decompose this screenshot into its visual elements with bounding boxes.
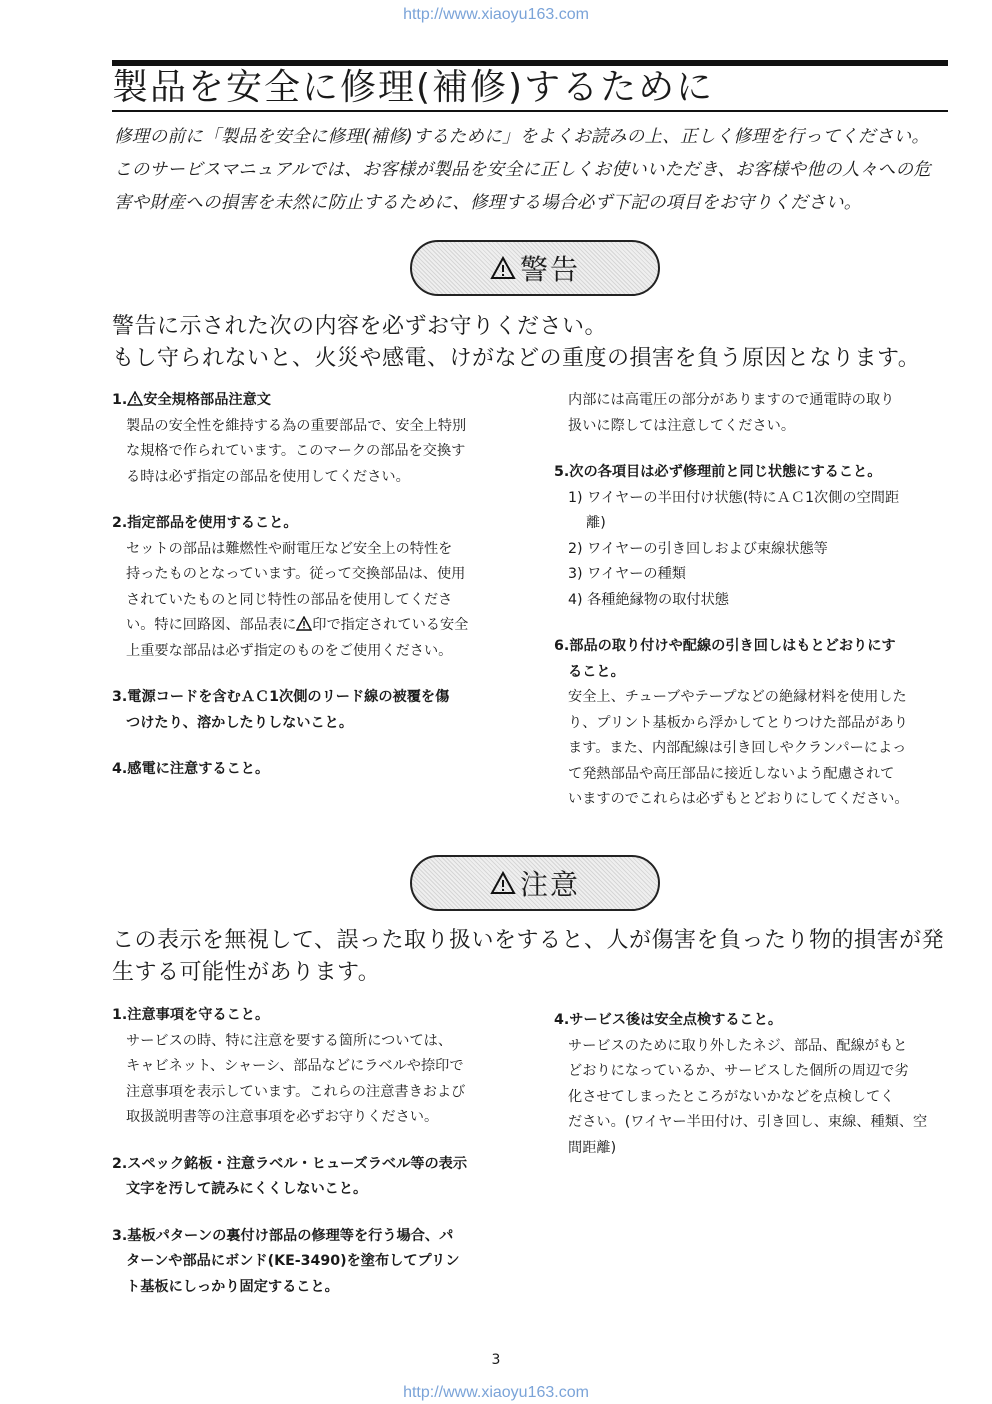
warning-item-6-body: て発熱部品や高圧部品に接近しないよう配慮されて [568,765,895,782]
warning-item-6-body: いますのでこれらは必ずもとどおりにしてください。 [568,791,909,807]
spacer [112,736,468,757]
caution-item-2-head: 2.スペック銘板・注意ラベル・ヒューズラベル等の表示 [112,1155,468,1172]
warning-item-6-head: 6.部品の取り付けや配線の引き回しはもとどおりにす [554,638,896,654]
warning-left-column [112,388,468,783]
warning-banner [410,240,660,296]
item-title: 安全規格部品注意文 [143,392,271,408]
warning-item-2-body: 持ったものとなっています。従って交換部品は、使用 [126,566,466,582]
item-number: 1. [112,392,128,408]
warning-item-4-body: 扱いに際しては注意してください。 [568,417,796,434]
page-number: 3 [491,1352,501,1368]
warning-triangle-icon [127,391,143,406]
warning-item-6-body: り、プリント基板から浮かしてとりつけた部品があり [568,714,908,731]
intro-line: 害や財産への損害を未然に防止するために、修理する場合必ず下記の項目をお守りください。 [114,193,862,213]
spacer [554,613,909,634]
warning-item-6-head-cont: ること。 [568,663,625,680]
warning-item-5-head: 5.次の各項目は必ず修理前と同じ状態にすること。 [554,464,882,480]
caution-banner [410,855,660,911]
caution-item-1-head: 1.注意事項を守ること。 [112,1007,270,1023]
spacer [112,490,468,511]
caution-item-4-head: 4.サービス後は安全点検すること。 [554,1012,783,1028]
warning-label: 警告 [519,253,580,286]
caution-item-3-head: 3.基板パターンの裏付け部品の修理等を行う場合、パ [112,1227,454,1244]
caution-right-column [554,1008,927,1161]
warning-item-1-body: る時は必ず指定の部品を使用してください。 [126,468,410,485]
caution-item-1-body: 注意事項を表示しています。これらの注意書きおよび [126,1083,466,1100]
caution-item-3-head-cont: ト基板にしっかり固定すること。 [126,1278,339,1295]
caution-item-1-body: キャビネット、シャーシ、部品などにラベルや捺印で [126,1058,464,1074]
title-bottom-rule [112,110,948,112]
warning-triangle-icon [490,871,516,895]
caution-item-1-body: サービスの時、特に注意を要する箇所については、 [126,1032,453,1049]
warning-lead-line: 警告に示された次の内容を必ずお守りください。 [112,314,608,339]
caution-label: 注意 [519,868,580,901]
caution-left-column [112,1003,467,1300]
page-title: 製品を安全に修理(補修)するために [112,67,715,108]
caution-lead-line: この表示を無視して、誤った取り扱いをすると、人が傷害を負ったり物的損害が発 [112,928,945,953]
warning-item-1-body: な規格で作られています。このマークの部品を交換す [126,443,466,459]
intro-paragraph [114,121,954,220]
warning-item-2-body: セットの部品は難燃性や耐電圧など安全上の特性を [126,540,453,557]
caution-item-4-body: 化させてしまったところがないかなどを点検してく [568,1088,895,1105]
spacer [112,1203,467,1224]
caution-lead [112,925,962,989]
warning-right-column [554,388,909,813]
warning-item-5-sub: 3) ワイヤーの種類 [568,566,686,582]
text-fragment: 印で指定されている安全 [312,617,469,633]
warning-triangle-icon [490,256,516,280]
warning-item-5-sub: 4) 各種絶縁物の取付状態 [568,591,729,608]
warning-item-6-body: ます。また、内部配線は引き回しやクランパーによっ [568,740,907,756]
warning-item-2-body: 上重要な部品は必ず指定のものをご使用ください。 [126,642,453,659]
caution-item-3-head-cont: ターンや部品にボンド(KE-3490)を塗布してプリン [126,1253,460,1269]
warning-item-5-sub: 離) [586,515,606,531]
intro-line: このサービスマニュアルでは、お客様が製品を安全に正しくお使いいただき、お客様や他の人々への危 [114,160,932,180]
caution-item-4-body: どおりになっているか、サービスした個所の周辺で劣 [568,1063,909,1079]
warning-lead [112,311,962,375]
warning-item-5-sub: 2) ワイヤーの引き回しおよび束線状態等 [568,540,828,557]
spacer [554,439,909,460]
header-url: http://www.xiaoyu163.com [403,6,589,23]
warning-item-2-body [112,613,468,639]
spacer [112,664,468,685]
caution-item-2-head-cont: 文字を汚して読みにくくしないこと。 [126,1181,368,1197]
warning-item-2-body: されていたものと同じ特性の部品を使用してくださ [126,591,453,608]
caution-item-4-body: サービスのために取り外したネジ、部品、配線がもと [568,1037,908,1054]
warning-item-3-head: 3.電源コードを含むＡＣ1次側のリード線の被覆を傷 [112,689,450,705]
spacer [112,1131,467,1152]
caution-item-1-body: 取扱説明書等の注意事項を必ずお守りください。 [126,1109,439,1125]
warning-item-2-head: 2.指定部品を使用すること。 [112,515,298,531]
caution-item-4-body: ださい。(ワイヤー半田付け、引き回し、束線、種類、空 [568,1114,928,1130]
intro-line: 修理の前に「製品を安全に修理(補修)するために」をよくお読みの上、正しく修理を行ってください。 [114,127,930,147]
warning-item-4-body: 内部には高電圧の部分がありますので通電時の取り [568,392,895,408]
warning-item-3-head-cont: つけたり、溶かしたりしないこと。 [126,714,354,731]
warning-triangle-icon [296,616,312,631]
warning-item-1-body: 製品の安全性を維持する為の重要部品で、安全上特別 [126,417,467,434]
caution-item-4-body: 間距離) [568,1139,617,1156]
caution-lead-line: 生する可能性があります。 [112,960,381,985]
warning-lead-line: もし守られないと、火災や感電、けがなどの重度の損害を負う原因となります。 [112,346,921,371]
warning-item-1-head [112,388,468,414]
warning-item-5-sub: 1) ワイヤーの半田付け状態(特にＡＣ1次側の空間距 [568,489,900,506]
warning-item-4-head: 4.感電に注意すること。 [112,761,270,777]
text-fragment: い。特に回路図、部品表に [126,617,297,633]
warning-item-6-body: 安全上、チューブやテープなどの絶縁材料を使用した [568,689,907,705]
footer-url: http://www.xiaoyu163.com [403,1384,589,1401]
